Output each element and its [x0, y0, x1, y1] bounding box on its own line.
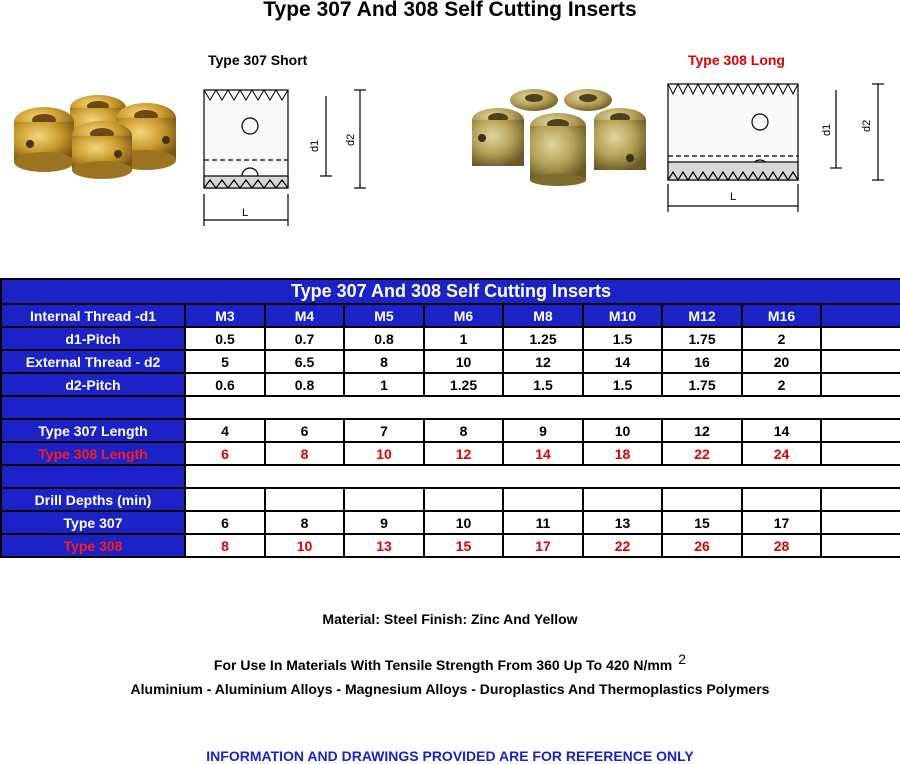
tensile-text: For Use In Materials With Tensile Strength From 360 Up To 420 N/mm [213, 657, 673, 673]
row-label: Drill Depths (min) [1, 488, 185, 511]
row-label: d1-Pitch [1, 327, 185, 350]
table-cell: 1.5 [583, 373, 662, 396]
table-cell: 0.8 [344, 327, 424, 350]
size-header: M5 [344, 304, 424, 327]
row-label: d2-Pitch [1, 373, 185, 396]
type-308-caption: Type 308 Long [688, 52, 785, 68]
table-cell [662, 488, 742, 511]
table-cell [424, 488, 503, 511]
type-307-caption: Type 307 Short [208, 52, 308, 68]
table-cell: 6 [265, 419, 344, 442]
table-cell: 2 [742, 327, 821, 350]
table-cell: 6 [185, 511, 265, 534]
empty-cell [821, 534, 900, 557]
table-cell: 12 [503, 350, 583, 373]
table-row [1, 442, 900, 465]
type-308-photo [470, 86, 650, 186]
table-spacer-row [1, 396, 900, 419]
table-cell: 22 [583, 534, 662, 557]
table-cell: 22 [662, 442, 742, 465]
empty-cell [821, 373, 900, 396]
spacer-cell [185, 465, 900, 488]
table-cell: 24 [742, 442, 821, 465]
table-cell: 16 [662, 350, 742, 373]
table-cell: 10 [583, 419, 662, 442]
table-row [1, 419, 900, 442]
table-cell: 15 [424, 534, 503, 557]
table-cell: 1.25 [503, 327, 583, 350]
table-cell: 12 [424, 442, 503, 465]
spacer-label-cell [1, 396, 185, 419]
spec-table [0, 278, 900, 558]
size-header: M10 [583, 304, 662, 327]
table-cell: 0.8 [265, 373, 344, 396]
table-cell: 10 [265, 534, 344, 557]
table-cell [265, 488, 344, 511]
row-label: Type 308 [1, 534, 185, 557]
table-row [1, 534, 900, 557]
row-label: External Thread - d2 [1, 350, 185, 373]
table-cell: 5 [185, 350, 265, 373]
table-cell: 6.5 [265, 350, 344, 373]
table-cell: 7 [344, 419, 424, 442]
dim-d1-308: d1 [821, 123, 833, 136]
table-cell: 8 [424, 419, 503, 442]
table-cell: 26 [662, 534, 742, 557]
row-label: Type 308 Length [1, 442, 185, 465]
spacer-label-cell [1, 465, 185, 488]
size-header: M3 [185, 304, 265, 327]
table-cell: 9 [344, 511, 424, 534]
table-cell: 0.6 [185, 373, 265, 396]
dim-d2-307: d2 [345, 133, 357, 146]
table-header-row [1, 304, 900, 327]
table-cell: 8 [185, 534, 265, 557]
table-cell: 14 [583, 350, 662, 373]
table-cell: 1.25 [424, 373, 503, 396]
table-cell: 2 [742, 373, 821, 396]
table-cell: 1.5 [583, 327, 662, 350]
table-cell [344, 488, 424, 511]
table-cell: 10 [424, 350, 503, 373]
table-cell: 18 [583, 442, 662, 465]
empty-cell [821, 350, 900, 373]
table-cell: 8 [265, 511, 344, 534]
empty-cell [821, 488, 900, 511]
table-cell: 8 [265, 442, 344, 465]
disclaimer-note: INFORMATION AND DRAWINGS PROVIDED ARE FOR REFERENCE ONLY [206, 748, 694, 764]
dim-d1-307: d1 [309, 139, 321, 152]
table-cell [185, 488, 265, 511]
table-cell: 11 [503, 511, 583, 534]
table-cell: 8 [344, 350, 424, 373]
table-cell: 9 [503, 419, 583, 442]
row-label: Type 307 Length [1, 419, 185, 442]
table-cell: 14 [503, 442, 583, 465]
tensile-note [0, 651, 900, 673]
table-row [1, 327, 900, 350]
table-cell: 13 [583, 511, 662, 534]
type-307-drawing [196, 80, 371, 230]
table-cell: 10 [344, 442, 424, 465]
table-spacer-row [1, 465, 900, 488]
table-row [1, 488, 900, 511]
header-label: Internal Thread -d1 [1, 304, 185, 327]
table-cell [583, 488, 662, 511]
size-header: M4 [265, 304, 344, 327]
type-307-photo [6, 88, 186, 180]
empty-cell [821, 511, 900, 534]
table-cell: 0.5 [185, 327, 265, 350]
table-title: Type 307 And 308 Self Cutting Inserts [1, 279, 900, 304]
table-row [1, 373, 900, 396]
page-title: Type 307 And 308 Self Cutting Inserts [263, 0, 637, 21]
table-row [1, 511, 900, 534]
size-header: M6 [424, 304, 503, 327]
row-label: Type 307 [1, 511, 185, 534]
dim-l-308: L [730, 191, 737, 203]
size-header: M12 [662, 304, 742, 327]
table-cell: 10 [424, 511, 503, 534]
table-cell: 28 [742, 534, 821, 557]
empty-cell [821, 304, 900, 327]
table-cell [742, 488, 821, 511]
table-cell: 15 [662, 511, 742, 534]
material-note: Material: Steel Finish: Zinc And Yellow [322, 611, 578, 627]
table-cell: 20 [742, 350, 821, 373]
table-cell: 17 [503, 534, 583, 557]
table-cell: 1.75 [662, 327, 742, 350]
empty-cell [821, 419, 900, 442]
table-cell: 4 [185, 419, 265, 442]
table-cell: 1 [344, 373, 424, 396]
table-cell: 1 [424, 327, 503, 350]
table-cell: 14 [742, 419, 821, 442]
table-cell: 6 [185, 442, 265, 465]
size-header: M16 [742, 304, 821, 327]
table-row [1, 350, 900, 373]
table-cell: 0.7 [265, 327, 344, 350]
dim-d2-308: d2 [861, 119, 873, 132]
table-cell: 12 [662, 419, 742, 442]
alloys-note: Aluminium - Aluminium Alloys - Magnesium Alloys - Duroplastics And Thermoplastics Polymers [130, 681, 770, 697]
spacer-cell [185, 396, 900, 419]
dim-l-307: L [242, 207, 249, 219]
table-cell: 1.5 [503, 373, 583, 396]
table-cell: 13 [344, 534, 424, 557]
tensile-superscript: 2 [678, 651, 687, 667]
empty-cell [821, 327, 900, 350]
size-header: M8 [503, 304, 583, 327]
table-cell [503, 488, 583, 511]
empty-cell [821, 442, 900, 465]
table-cell: 1.75 [662, 373, 742, 396]
table-cell: 17 [742, 511, 821, 534]
type-308-drawing [660, 76, 890, 216]
